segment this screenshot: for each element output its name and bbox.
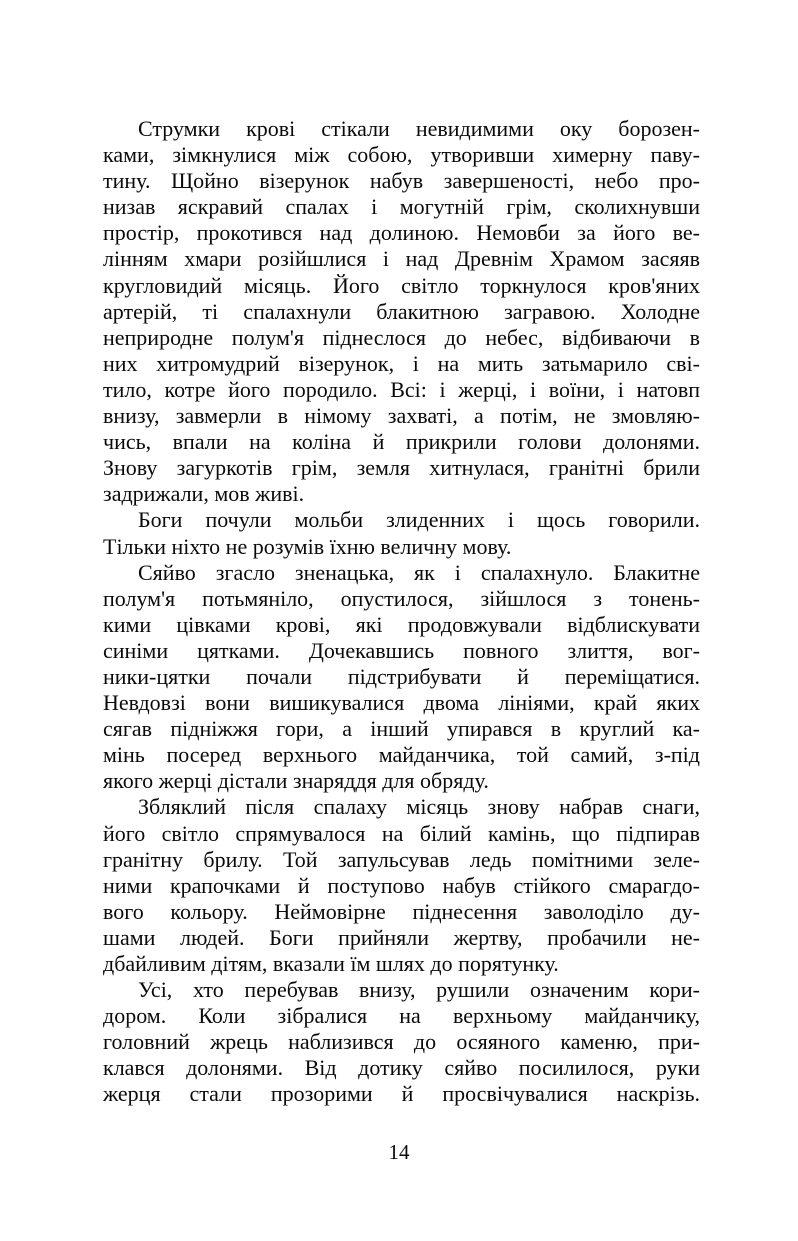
text-line: тину. Щойно візерунок набув завершеності, небо про- [103, 168, 700, 194]
text-line: простір, прокотився над долиною. Немовби за його ве- [103, 220, 700, 246]
text-line: низав яскравий спалах і могутній грім, сколихнувши [103, 194, 700, 220]
text-line: тило, котре його породило. Всі: і жерці, і воїни, і натовп [103, 376, 700, 402]
text-line: синіми цятками. Дочекавшись повного злиття, вог- [103, 637, 700, 663]
text-line: артерій, ті спалахнули блакитною загравою. Холодне [103, 298, 700, 324]
text-line: полум'я потьмяніло, опустилося, зійшлося з тонень- [103, 585, 700, 611]
text-line: його світло спрямувалося на білий камінь, що підпирав [103, 820, 700, 846]
text-line: сягав підніжжя гори, а інший упирався в круглий ка- [103, 716, 700, 742]
text-line: дбайливим дітям, вказали їм шлях до порятунку. [103, 951, 559, 976]
text-line: гранітну брилу. Той запульсував ледь помітними зеле- [103, 846, 700, 872]
text-line: Сяйво згасло зненацька, як і спалахнуло. Блакитне [138, 559, 700, 585]
text-line: ками, зімкнулися між собою, утворивши химерну паву- [103, 142, 700, 168]
text-line: ними крапочками й поступово набув стійкого смарагдо- [103, 872, 700, 898]
text-line: шами людей. Боги прийняли жертву, пробачили не- [103, 924, 700, 950]
text-line: неприродне полум'я піднеслося до небес, відбиваючи в [103, 324, 700, 350]
text-line: Боги почули мольби злиденних і щось говорили. [138, 507, 700, 533]
page-number: 14 [388, 1140, 410, 1164]
text-line: чись, впали на коліна й прикрили голови долонями. [103, 429, 700, 455]
paragraph [103, 507, 700, 559]
text-line: вого кольору. Неймовірне піднесення заволоділо ду- [103, 898, 700, 924]
text-line: Усі, хто перебував внизу, рушили означеним кори- [138, 977, 700, 1003]
text-line: них хитромудрий візерунок, і на мить затьмарило сві- [103, 350, 700, 376]
text-line: Невдовзі вони вишикувалися двома лініями, край яких [103, 690, 700, 716]
text-line: внизу, завмерли в німому захваті, а потім, не змовляю- [103, 403, 700, 429]
text-line: головний жрець наблизився до осяяного каменю, при- [103, 1029, 700, 1055]
text-line: Знову загуркотів грім, земля хитнулася, гранітні брили [103, 455, 700, 481]
text-line: Струмки крові стікали невидимими оку борозен- [138, 116, 700, 141]
text-line: кругловидий місяць. Його світло торкнулося кров'яних [103, 272, 700, 298]
text-line: мінь посеред верхнього майданчика, той самий, з-під [103, 742, 700, 768]
paragraph [103, 116, 700, 507]
text-line: клався долонями. Від дотику сяйво посилилося, руки [103, 1055, 700, 1081]
text-line: Тільки ніхто не розумів їхню величну мову. [103, 533, 512, 559]
paragraph [103, 560, 700, 795]
paragraph [103, 794, 700, 977]
text-line: дором. Коли зібралися на верхньому майданчику, [103, 1003, 700, 1029]
text-line: ники-цятки почали підстрибувати й переміщатися. [103, 663, 700, 689]
text-line: Збляклий після спалаху місяць знову набрав снаги, [138, 794, 700, 820]
body-text [103, 116, 700, 1108]
text-line: лінням хмари розійшлися і над Древнім Храмом засяяв [103, 246, 700, 272]
text-line: жерця стали прозорими й просвічувалися наскрізь. [103, 1081, 700, 1107]
text-line: кими цівками крові, які продовжували відблискувати [103, 611, 700, 637]
text-line: задрижали, мов живі. [103, 481, 305, 507]
paragraph [103, 977, 700, 1107]
text-line: якого жерці дістали знаряддя для обряду. [103, 768, 489, 794]
